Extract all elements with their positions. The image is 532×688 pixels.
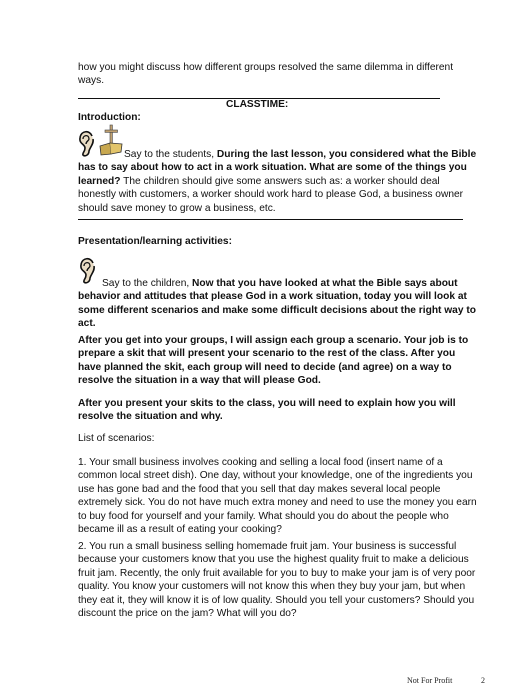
- presentation-paragraph: [78, 277, 480, 331]
- footer-note: Not For Profit: [407, 676, 453, 685]
- classtime-heading: CLASSTIME:: [226, 99, 289, 110]
- presentation-heading: Presentation/learning activities:: [78, 236, 232, 247]
- presentation-say-prefix: Say to the children,: [102, 278, 193, 289]
- scenario-1: 1. Your small business involves cooking and selling a local food (insert name of a common local street dish). One day, without your knowledge, one of the ingredients you use has gone bad and the food that you sell that day makes several local people extremely sick. You do not have much extra money and need to use the money you earn to buy food for yourself and your family. What should you do about the people who became ill as a result of eating your cooking?: [78, 457, 477, 536]
- introduction-paragraph: [78, 148, 480, 215]
- intro-say-prefix: Say to the students,: [124, 149, 217, 160]
- present-skits-paragraph: [78, 397, 480, 424]
- page-number: 2: [481, 676, 485, 685]
- intro-say-question: During the last lesson, you considered what the Bible has to say about how to act in a work situation. What are some of the things you learned?: [78, 149, 477, 187]
- scenarios-heading: List of scenarios:: [78, 433, 155, 444]
- groups-text: After you get into your groups, I will assign each group a scenario. Your job is to prepare a skit that will present your scenario to the rest of the class. After you have planned the skit, each group will need to decide (and agree) on a way to resolve the situation in a way that will please God.: [78, 335, 469, 387]
- intro-paragraph: how you might discuss how different groups resolved the same dilemma in different ways.: [78, 62, 454, 87]
- divider-middle: [78, 219, 463, 220]
- groups-paragraph: [78, 334, 480, 388]
- scenario-2: 2. You run a small business selling homemade fruit jam. Your business is successful because your customers know that you use the highest quality fruit to make a delicious fruit jam. Recently, the only fruit available for you to buy to make your jam is of very poor quality. You know your customers will not know this when they buy your jam, but when they eat it, they will know it is of low quality. Should you tell your customers? Should you discount the price on the jam? What will you do?: [78, 541, 476, 620]
- intro-say-answers: The children should give some answers such as: a worker should deal honestly with customers, a worker should work hard to please God, a business owner should save money to grow a business, etc.: [78, 175, 464, 214]
- present-skits-text: After you present your skits to the class, you will need to explain how you will resolve the situation and why.: [78, 398, 456, 423]
- introduction-heading: Introduction:: [78, 112, 141, 123]
- presentation-say-text: Now that you have looked at what the Bible says about behavior and attitudes that please God in a work situation, today you will look at some different scenarios and make some difficult decisions about the right way to act.: [78, 278, 476, 330]
